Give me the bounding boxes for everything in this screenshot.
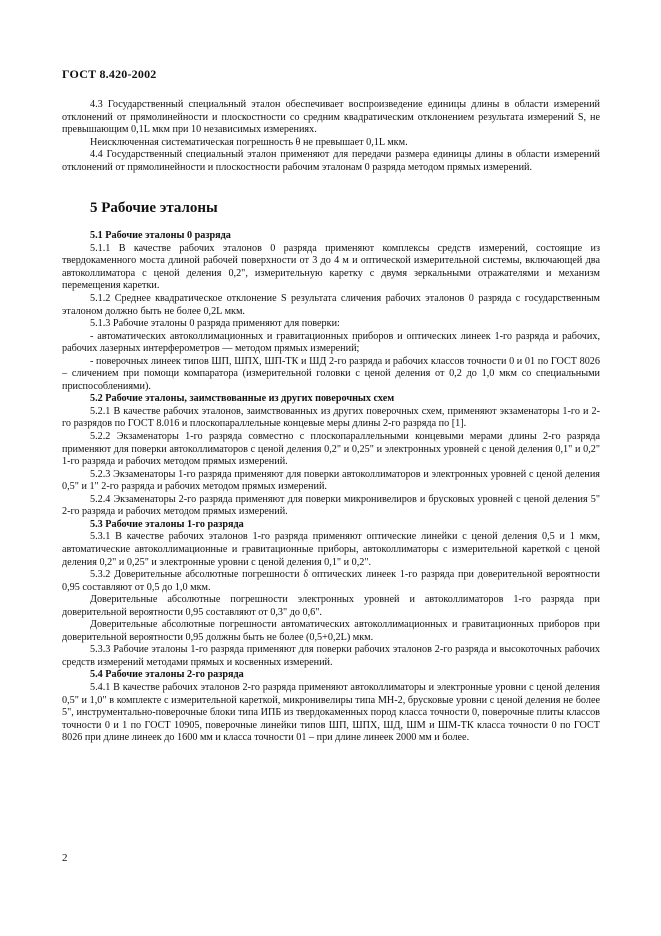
document-body (62, 99, 600, 745)
subsection-title-5-4: 5.4 Рабочие эталоны 2-го разряда (90, 669, 244, 681)
paragraph-5-3-3: 5.3.3 Рабочие эталоны 1-го разряда применяют для поверки рабочих эталонов 2-го разряда и высокоточных рабочих средств измерений методами прямых и косвенных измерений. (62, 644, 600, 668)
paragraph-5-1-3-item-1: - автоматических автоколлимационных и гравитационных приборов и оптических линеек 1-го разряда и рабочих, рабочих лазерных интерферометров — методом прямых измерений; (62, 330, 600, 355)
subsection-title-5-2: 5.2 Рабочие эталоны, заимствованные из других поверочных схем (90, 393, 395, 405)
paragraph-5-3-2-c: Доверительные абсолютные погрешности автоматических автоколлимационных и гравитационных приборов при доверительной вероятности 0,95 должны быть не более (0,5+0,2L) мкм. (62, 619, 600, 643)
page-number: 2 (62, 852, 68, 864)
paragraph-5-1-3-item-2: - поверочных линеек типов ШП, ШПХ, ШП-ТК и ШД 2-го разряда и рабочих классов точности 0 и 01 по ГОСТ 8026 – сличением при помощи компаратора (измерительной головки с ценой деления от 0,2 до 1,0 мкм со специальными приспособлениями). (62, 355, 600, 392)
paragraph-4-3: 4.3 Государственный специальный эталон обеспечивает воспроизведение единицы длины в области измерений отклонений от прямолинейности и плоскостности со средним квадратическим отклонением результата измерений S, не превышающим 0,1L мкм при 10 независимых измерениях. (62, 99, 600, 136)
paragraph-5-2-4: 5.2.4 Экзаменаторы 2-го разряда применяют для поверки микронивелиров и брусковых уровней с ценой деления 5" 2-го разряда и рабочих методом прямых измерений. (62, 493, 600, 518)
paragraph-5-3-1: 5.3.1 В качестве рабочих эталонов 1-го разряда применяют оптические линейки с ценой деления 0,5 и 1 мкм, автоматические автоколлимационные и гравитационные приборы, автоколлиматоры с измерительной кареткой с ценой деления 0,2" и 0,25" и электронные уровни с ценой деления 0,1" и 0,2". (62, 531, 600, 568)
section-title: 5 Рабочие эталоны (90, 200, 218, 217)
paragraph-4-3-theta: Неисключенная систематическая погрешность θ не превышает 0,1L мкм. (90, 136, 408, 148)
paragraph-5-2-1: 5.2.1 В качестве рабочих эталонов, заимствованных из других поверочных схем, применяют экзаменаторы 1-го и 2-го разрядов по ГОСТ 8.016 и плоскопараллельные концевые меры длины 2-го разряда по [1]. (62, 405, 600, 430)
paragraph-5-3-2-b: Доверительные абсолютные погрешности электронных уровней и автоколлиматоров 1-го разряда при доверительной вероятности 0,95 составляют от 0,3" до 0,6". (62, 594, 600, 618)
subsection-title-5-1: 5.1 Рабочие эталоны 0 разряда (90, 230, 231, 242)
paragraph-5-1-3: 5.1.3 Рабочие эталоны 0 разряда применяют для поверки: (90, 318, 340, 330)
paragraph-5-3-2: 5.3.2 Доверительные абсолютные погрешности δ оптических линеек 1-го разряда при доверительной вероятности 0,95 составляют от 0,5 до 1,0 мкм. (62, 569, 600, 593)
running-header: ГОСТ 8.420-2002 (62, 67, 157, 81)
paragraph-5-4-1: 5.4.1 В качестве рабочих эталонов 2-го разряда применяют автоколлиматоры и электронные уровни с ценой деления 0,5" и 1,0" в комплекте с измерительной кареткой, микронивелиры типа МН-2, брусковые уровни с ценой деления не более 5", инструментально-поверочные блоки типа ИПБ из твердокаменных пород класса точности 0, поверочные плиты классов точности 0 и 1 по ГОСТ 10905, поверочные линейки типов ШП, ШПХ, ШД, ШМ и ШМ-ТК класса точности 0 по ГОСТ 8026 при длине линеек до 1600 мм и класса точности 01 – при длине линеек 2000 мм и более. (62, 681, 600, 744)
paragraph-4-4: 4.4 Государственный специальный эталон применяют для передачи размера единицы длины в области измерений отклонений от прямолинейности и плоскостности рабочим эталонам 0 разряда методом прямых измерений. (62, 149, 600, 173)
paragraph-5-2-2: 5.2.2 Экзаменаторы 1-го разряда совместно с плоскопараллельными концевыми мерами длины 2-го разряда применяют для поверки автоколлиматоров с ценой деления 0,2" и 0,25" и электронных уровней с ценой деления 0,1" и 0,2" 1-го разряда и рабочих методом прямых измерений. (62, 431, 600, 468)
paragraph-5-1-2: 5.1.2 Среднее квадратическое отклонение S результата сличения рабочих эталонов 0 разряда с государственным эталоном должно быть не более 0,2L мкм. (62, 293, 600, 317)
paragraph-5-1-1: 5.1.1 В качестве рабочих эталонов 0 разряда применяют комплексы средств измерений, состоящие из твердокаменного моста длиной рабочей поверхности от 3 до 4 м и оптической измерительной системы, включающей два автоколлиматора с ценой деления 0,2", измерительную каретку с двумя зеркальными отражателями и механизм перемещения каретки. (62, 242, 600, 292)
paragraph-5-2-3: 5.2.3 Экзаменаторы 1-го разряда применяют для поверки автоколлиматоров и электронных уровней с ценой деления 0,5" и 1" 2-го разряда и рабочих методом прямых измерений. (62, 468, 600, 493)
subsection-title-5-3: 5.3 Рабочие эталоны 1-го разряда (90, 518, 244, 530)
